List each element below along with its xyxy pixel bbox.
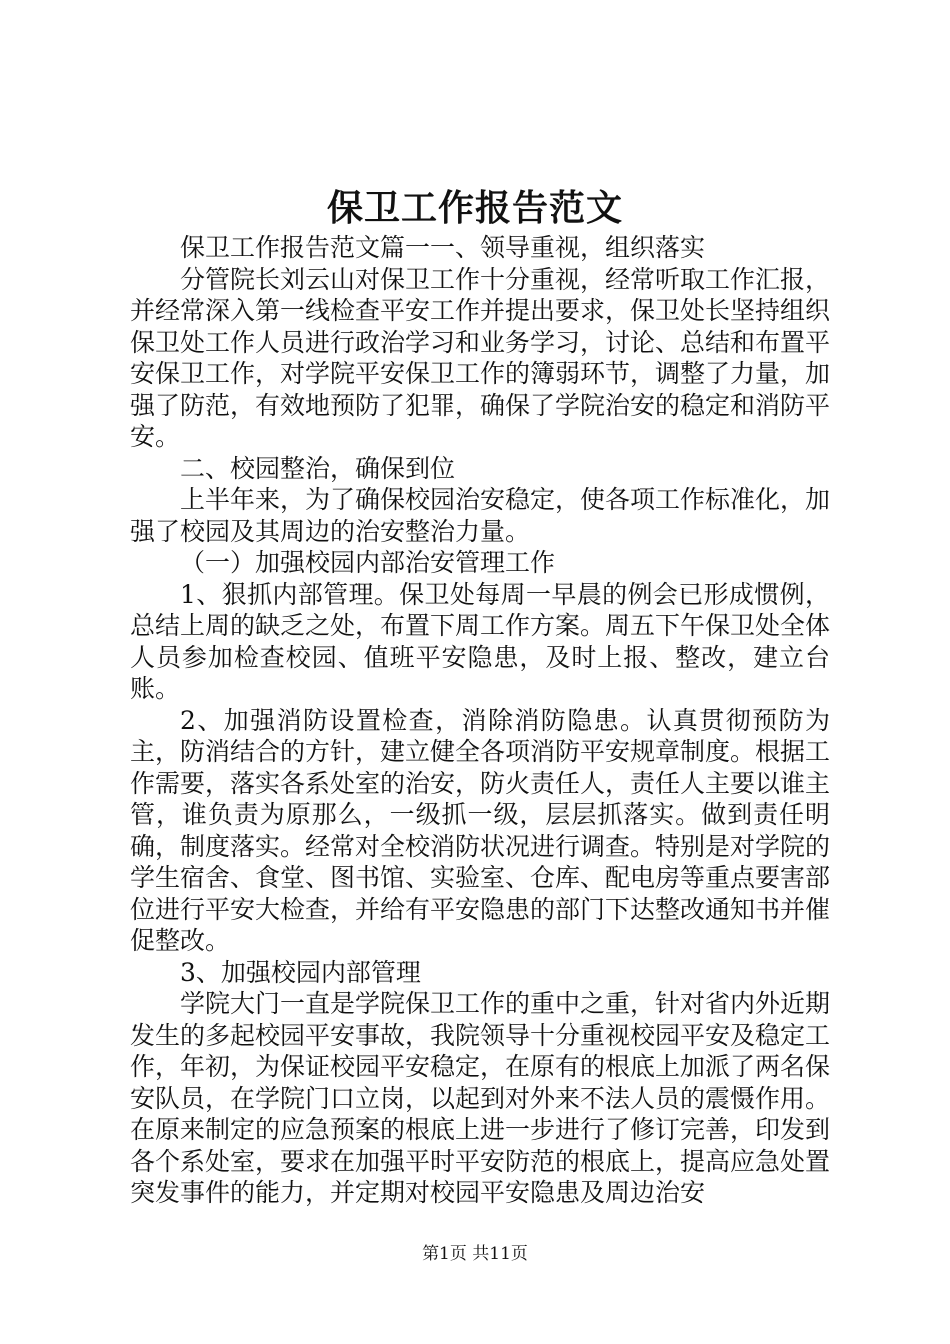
paragraph: 分管院长刘云山对保卫工作十分重视，经常听取工作汇报，并经常深入第一线检查平安工作并提出要求，保卫处长坚持组织保卫处工作人员进行政治学习和业务学习，讨论、总结和布置平安保卫工作，对学院平安保卫工作的簿弱环节，调整了力量，加强了防范，有效地预防了犯罪，确保了学院治安的稳定和消防平安。 [130, 264, 831, 451]
page-footer: 第1页 共11页 [422, 1244, 528, 1264]
document-title: 保卫工作报告范文 [326, 187, 623, 229]
paragraph: 2、加强消防设置检查，消除消防隐患。认真贯彻预防为主，防消结合的方针，建立健全各项消防平安规章制度。根据工作需要，落实各系处室的治安，防火责任人，责任人主要以谁主管，谁负责为原那么，一级抓一级，层层抓落实。做到责任明确，制度落实。经常对全校消防状况进行调查。特别是对学院的学生宿舍、食堂、图书馆、实验室、仓库、配电房等重点要害部位进行平安大检查，并给有平安隐患的部门下达整改通知书并催促整改。 [130, 705, 831, 955]
paragraph: （一）加强校园内部治安管理工作 [180, 548, 556, 577]
document-body [130, 232, 830, 1209]
paragraph: 1、狠抓内部管理。保卫处每周一早晨的例会已形成惯例，总结上周的缺乏之处，布置下周工作方案。周五下午保卫处全体人员参加检查校园、值班平安隐患，及时上报、整改，建立台账。 [130, 579, 831, 703]
paragraph: 保卫工作报告范文篇一一、领导重视，组织落实 [180, 233, 706, 262]
paragraph: 二、校园整治，确保到位 [180, 453, 456, 483]
paragraph: 学院大门一直是学院保卫工作的重中之重，针对省内外近期发生的多起校园平安事故，我院领导十分重视校园平安及稳定工作，年初，为保证校园平安稳定，在原有的根底上加派了两名保安队员，在学院门口立岗，以起到对外来不法人员的震慑作用。在原来制定的应急预案的根底上进一步进行了修订完善，印发到各个系处室，要求在加强平时平安防范的根底上，提高应急处置突发事件的能力，并定期对校园平安隐患及周边治安 [130, 989, 831, 1207]
paragraph: 上半年来，为了确保校园治安稳定，使各项工作标准化，加强了校园及其周边的治安整治力量。 [130, 485, 831, 546]
paragraph: 3、加强校园内部管理 [180, 957, 421, 987]
